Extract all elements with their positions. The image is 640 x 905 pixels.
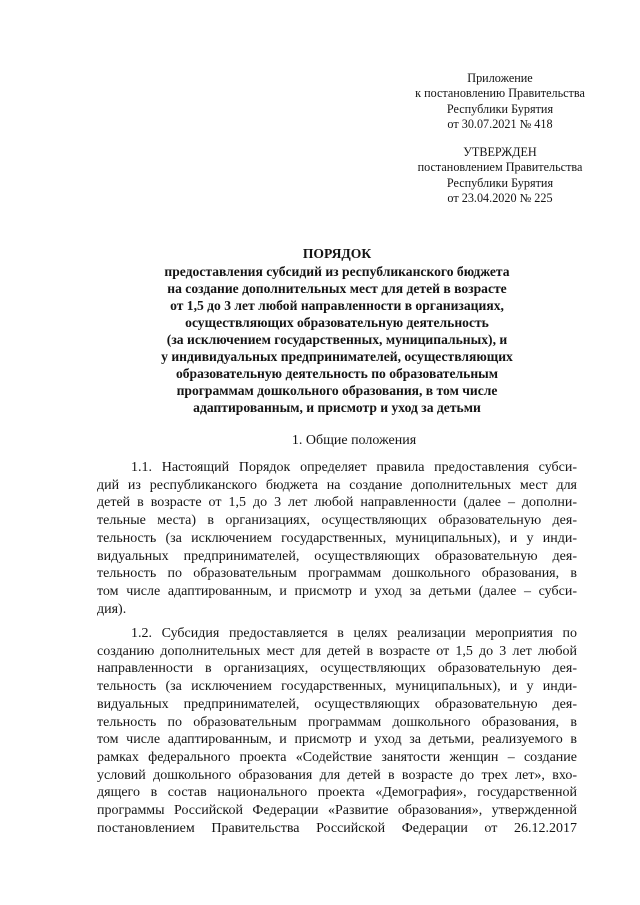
paragraph-line: детей в возрасте от 1,5 до 3 лет любой направленности (далее – дополни-: [97, 495, 577, 511]
paragraph-line: тельность по образовательным программам дошкольного образования, в: [97, 566, 577, 582]
paragraph-line: том числе адаптированным, и присмотр и уход за детьми (далее – субси-: [97, 583, 577, 599]
paragraph-line: том числе адаптированным, и присмотр и уход за детьми, реализуемого в: [97, 732, 577, 748]
paragraph-line: созданию дополнительных мест для детей в возрасте от 1,5 до 3 лет любой: [97, 643, 577, 659]
paragraph-line: тельность (за исключением государственных, муниципальных), и у инди-: [97, 679, 577, 695]
document-title-line: адаптированным, и присмотр и уход за детьми: [193, 400, 481, 415]
paragraph-line: рамках федерального проекта «Содействие занятости женщин – создание: [97, 749, 577, 765]
approval-stamp-line: постановлением Правительства: [417, 160, 583, 175]
approval-stamp-line: от 23.04.2020 № 225: [447, 190, 553, 205]
paragraph-line: тельность (за исключением государственных, муниципальных), и у инди-: [97, 530, 577, 546]
paragraph-line: 1.2. Субсидия предоставляется в целях реализации мероприятия по: [131, 626, 577, 641]
document-title-line: от 1,5 до 3 лет любой направленности в организациях,: [170, 298, 504, 313]
paragraph-line: видуальных предпринимателей, осуществляющих образовательную дея-: [97, 548, 577, 564]
appendix-note: [405, 71, 595, 132]
paragraph-line: тельные места) в организациях, осуществляющих образовательную дея-: [97, 513, 577, 529]
document-title: [97, 244, 577, 416]
document-title-line: (за исключением государственных, муниципальных), и: [166, 332, 508, 347]
paragraph-line: условий дошкольного образования для детей в возрасте до трех лет», вхо-: [97, 767, 577, 783]
appendix-note-line: Приложение: [467, 71, 533, 85]
document-title-line: у индивидуальных предпринимателей, осуществляющих: [161, 349, 513, 364]
paragraph-line: видуальных предпринимателей, осуществляющих образовательную дея-: [97, 696, 577, 712]
document-title-heading: ПОРЯДОК: [302, 246, 372, 261]
paragraph-line: дящего в состав национального проекта «Демография», государственной: [97, 785, 577, 801]
document-title-line: программам дошкольного образования, в том числе: [176, 383, 498, 398]
appendix-note-line: к постановлению Правительства: [415, 86, 585, 101]
paragraph-line: программы Российской Федерации «Развитие образования», утвержденной: [97, 803, 577, 819]
approval-stamp: [405, 145, 595, 206]
paragraph-1-1: [97, 459, 577, 618]
paragraph-1-2: [97, 625, 577, 837]
paragraph-line: дия).: [97, 601, 127, 617]
paragraph-line: дий из республиканского бюджета на создание дополнительных мест для: [97, 477, 577, 493]
appendix-note-line: от 30.07.2021 № 418: [447, 116, 553, 131]
approval-stamp-line: УТВЕРЖДЕН: [463, 145, 537, 159]
document-title-line: осуществляющих образовательную деятельность: [185, 315, 489, 330]
appendix-note-line: Республики Бурятия: [446, 101, 554, 116]
paragraph-line: тельность по образовательным программам дошкольного образования, в: [97, 714, 577, 730]
section-heading: 1. Общие положения: [291, 433, 417, 448]
document-title-line: образовательную деятельность по образовательным: [175, 366, 499, 381]
document-title-line: на создание дополнительных мест для детей в возрасте: [167, 281, 507, 296]
paragraph-line: направленности в организациях, осуществляющих образовательную дея-: [97, 661, 577, 677]
approval-stamp-line: Республики Бурятия: [446, 175, 554, 190]
paragraph-line: 1.1. Настоящий Порядок определяет правила предоставления субси-: [131, 460, 577, 475]
paragraph-line: постановлением Правительства Российской Федерации от 26.12.2017: [97, 820, 577, 836]
document-title-line: предоставления субсидий из республиканского бюджета: [164, 264, 510, 279]
